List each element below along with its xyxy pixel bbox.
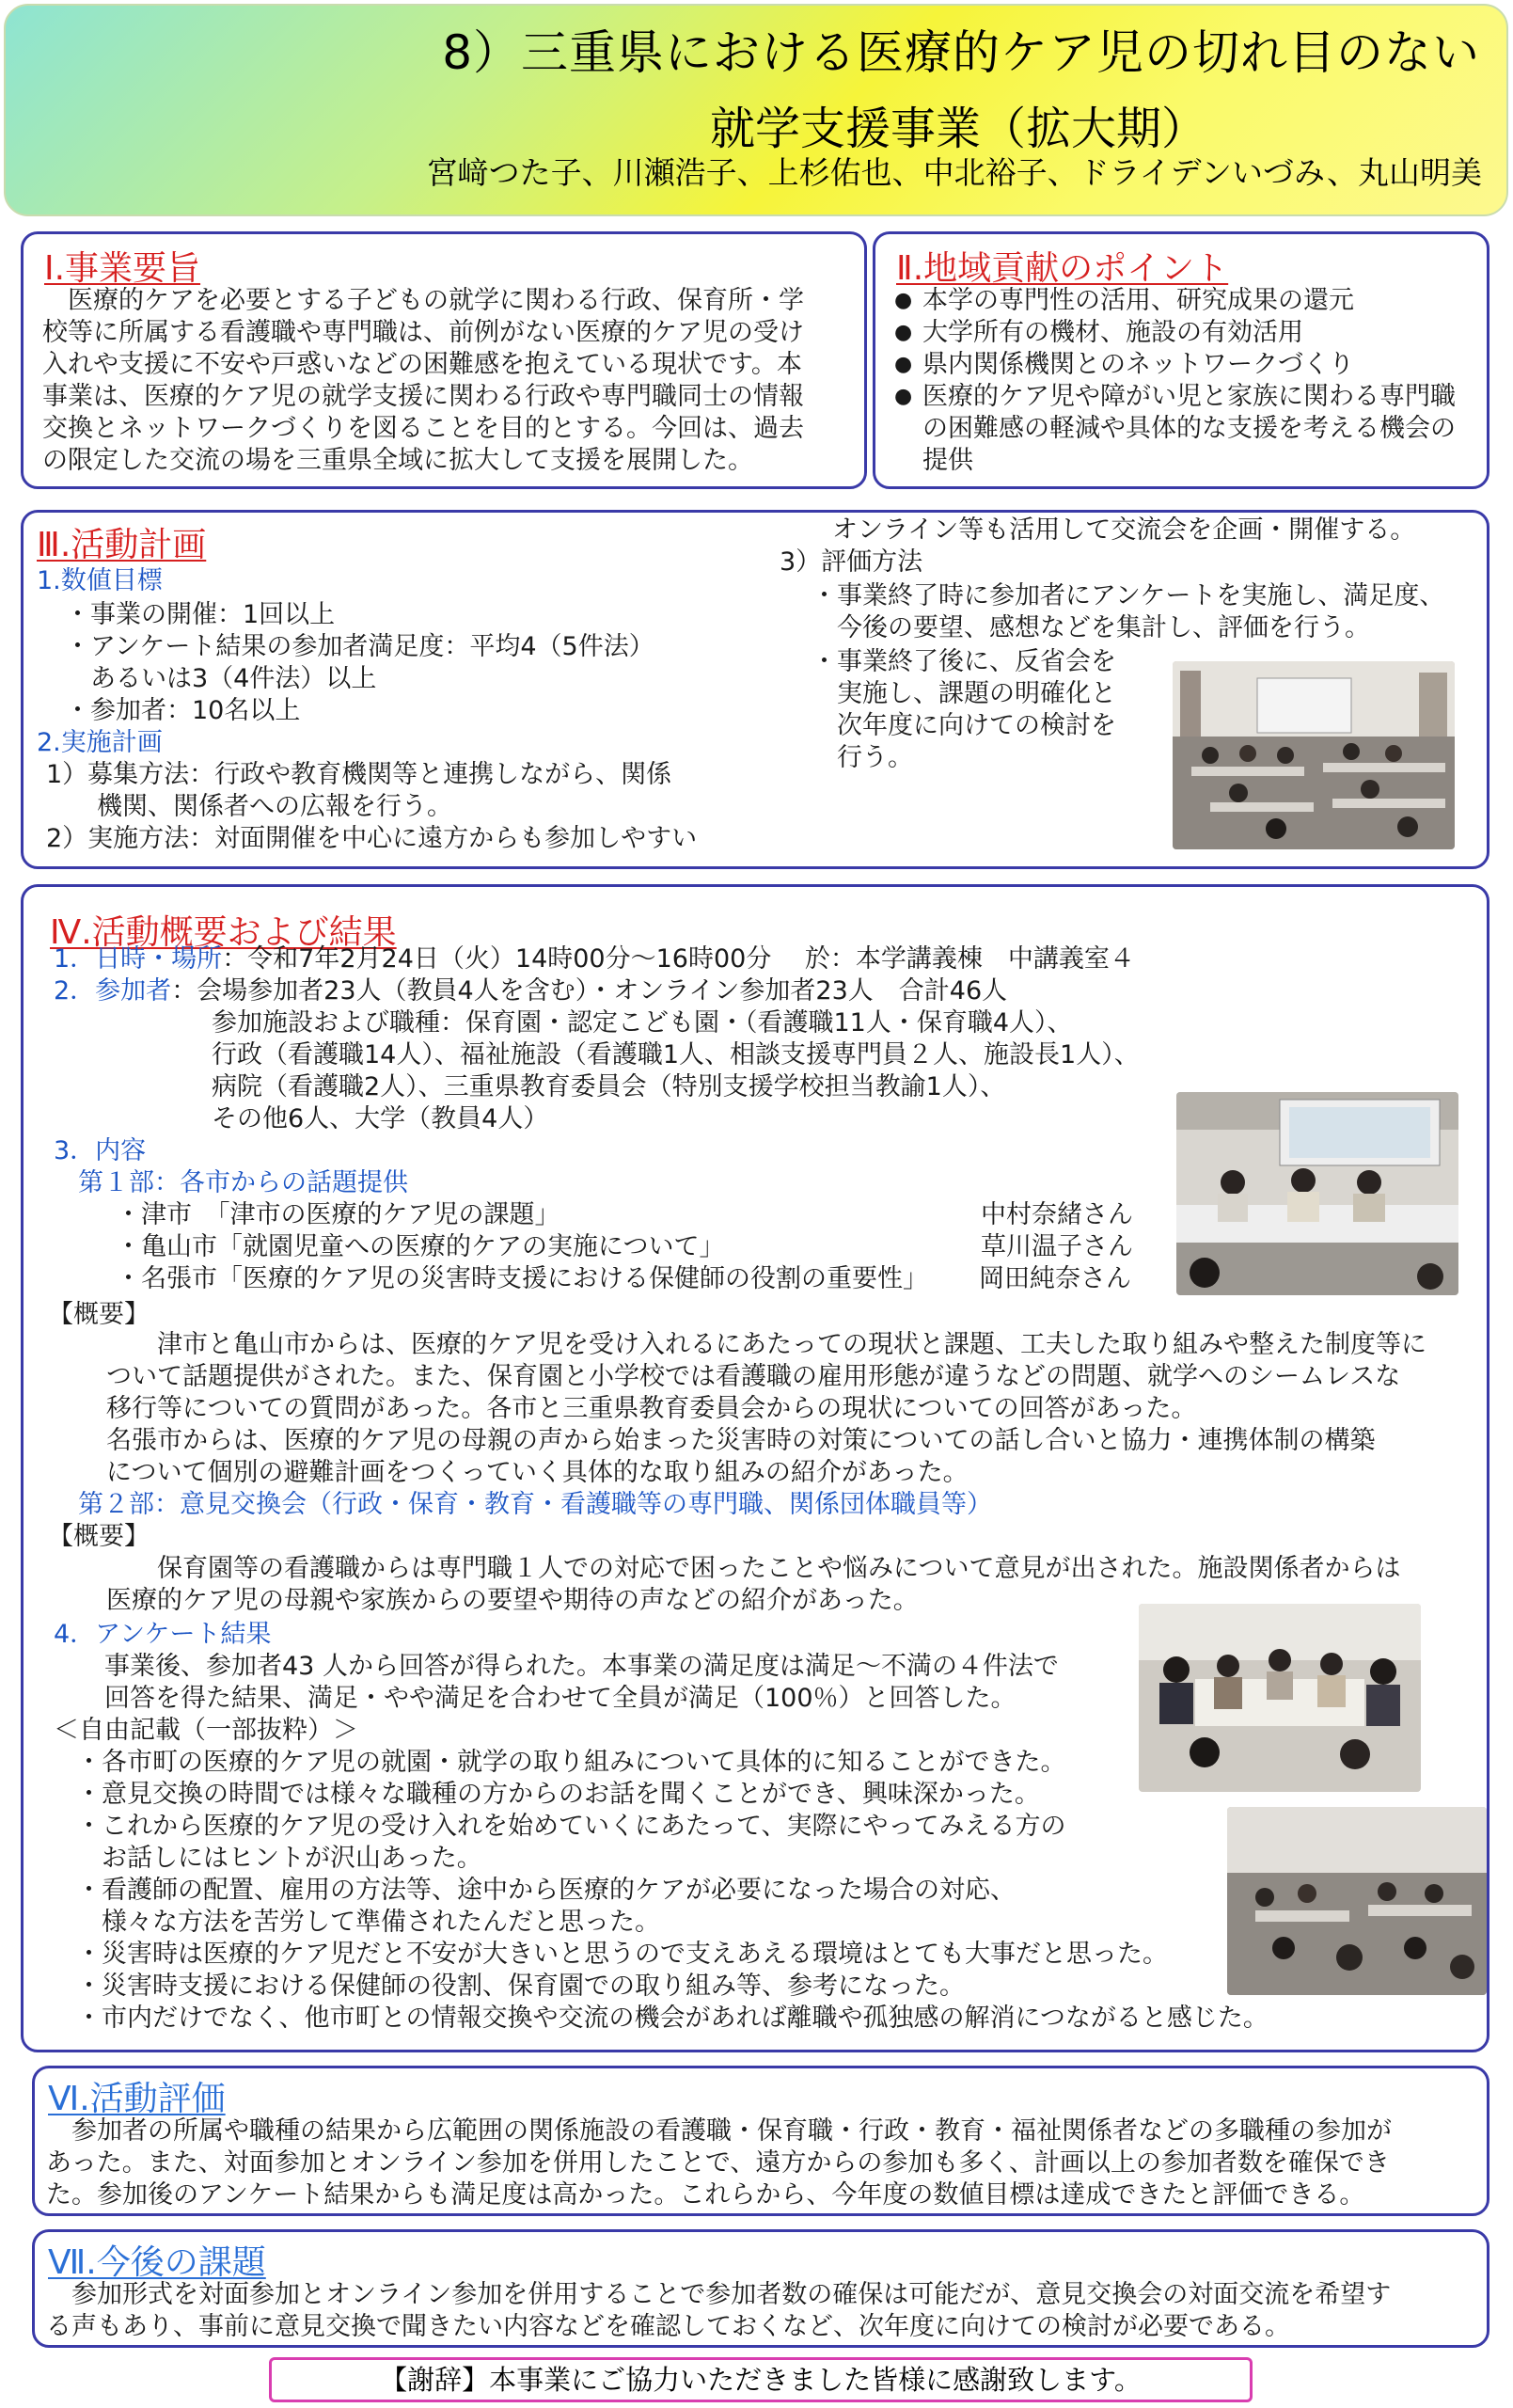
talk-speaker: 中村奈緒さん bbox=[981, 1200, 1133, 1229]
summary-line: 交換とネットワークづくりを図ることを目的とする。今回は、過去 bbox=[42, 414, 804, 443]
survey-line: 回答を得た結果、満足・やや満足を合わせて全員が満足（100％）と回答した。 bbox=[104, 1684, 1017, 1713]
goal-line: ・参加者：10名以上 bbox=[65, 696, 301, 725]
list-item: ・各市町の医療的ケア児の就園・就学の取り組みについて具体的に知ることができた。 bbox=[76, 1748, 1066, 1777]
list-item: ・災害時は医療的ケア児だと不安が大きいと思うので支えあえる環境はとても大事だと思った。 bbox=[76, 1940, 1168, 1969]
summary-line: 事業は、医療的ケア児の就学支援に関わる行政や専門職同士の情報 bbox=[42, 382, 804, 411]
section-plan bbox=[21, 510, 1489, 869]
free-comments-heading: ＜自由記載（一部抜粋）＞ bbox=[54, 1716, 358, 1745]
talk-item bbox=[116, 1263, 1150, 1295]
section-contribution-title: Ⅱ.地域貢献のポイント bbox=[896, 249, 1229, 288]
section-future-issues bbox=[32, 2229, 1489, 2348]
participants-label: 2．参加者 bbox=[54, 976, 172, 1006]
list-item: ・看護師の配置、雇用の方法等、途中から医療的ケアが必要になった場合の対応、 bbox=[76, 1876, 1016, 1905]
meeting-photo-2 bbox=[1176, 1092, 1458, 1295]
summary-line: 医療的ケアを必要とする子どもの就学に関わる行政、保育所・学 bbox=[42, 286, 804, 315]
section-evaluation bbox=[32, 2066, 1489, 2216]
section-summary-title: Ⅰ.事業要旨 bbox=[44, 249, 201, 288]
summary-line: 入れや支援に不安や戸惑いなどの困難感を抱えている現状です。本 bbox=[42, 350, 802, 379]
list-item: 様々な方法を苦労して準備されたんだと思った。 bbox=[76, 1908, 660, 1937]
future-issues-line: る声もあり、事前に意見交換で聞きたい内容などを確認しておくなど、次年度に向けての検討が必要である。 bbox=[46, 2312, 1290, 2341]
plan-heading: 2.実施計画 bbox=[37, 728, 163, 757]
meeting-photo-4 bbox=[1227, 1807, 1487, 1995]
talk-title: ・亀山市「就園児童への医療的ケアの実施について」 bbox=[116, 1232, 725, 1261]
numeric-goals bbox=[65, 599, 761, 727]
participants-line: その他6人、大学（教員4人） bbox=[212, 1104, 549, 1133]
list-item: ・意見交換の時間では様々な職種の方からのお話を聞くことができ、興味深かった。 bbox=[76, 1780, 1040, 1809]
goal-line: ・事業の開催：1回以上 bbox=[65, 600, 336, 629]
evaluation-body bbox=[46, 2115, 1485, 2211]
section-results bbox=[21, 884, 1489, 2052]
summary-line: について個別の避難計画をつくっていく具体的な取り組みの紹介があった。 bbox=[106, 1458, 969, 1487]
date-label: 1．日時・場所 bbox=[54, 944, 223, 974]
plan-line: 1）募集方法：行政や教育機関等と連携しながら、関係 bbox=[46, 760, 672, 789]
survey-heading: 4．アンケート結果 bbox=[54, 1620, 272, 1649]
date-row bbox=[54, 943, 1464, 975]
summary-line: 校等に所属する看護職や専門職は、前例がない医療的ケア児の受け bbox=[42, 318, 804, 347]
list-item: ● 医療的ケア児や障がい児と家族に関わる専門職の困難感の軽減や具体的な支援を考える機会の提供 bbox=[894, 381, 1477, 477]
evaluation-line: 行う。 bbox=[812, 743, 913, 772]
plan-line: 機関、関係者への広報を行う。 bbox=[46, 792, 452, 821]
summary-line: ついて話題提供がされた。また、保育園と小学校では看護職の雇用形態が違うなどの問題、就学へのシームレスな bbox=[106, 1362, 1401, 1391]
list-item: ● 県内関係機関とのネットワークづくり bbox=[894, 349, 1477, 381]
section-summary bbox=[21, 231, 867, 489]
part1-heading: 第１部：各市からの話題提供 bbox=[78, 1168, 408, 1197]
goal-line: あるいは3（4件法）以上 bbox=[65, 664, 377, 693]
summary-line: 津市と亀山市からは、医療的ケア児を受け入れるにあたっての現状と課題、工夫した取り組みや整えた制度等に bbox=[106, 1330, 1426, 1359]
evaluation-1 bbox=[812, 580, 1489, 644]
title-line-2: 就学支援事業（拡大期） bbox=[709, 103, 1206, 155]
summary-line: 移行等についての質問があった。各市と三重県教育委員会からの現状についての回答があった。 bbox=[106, 1394, 1197, 1423]
summary-line: 保育園等の看護職からは専門職１人での対応で困ったことや悩みについて意見が出された。施設関係者からは bbox=[106, 1554, 1401, 1583]
contribution-list bbox=[894, 285, 1477, 477]
acknowledgement: 【謝辞】本事業にご協力いただきました皆様に感謝致します。 bbox=[269, 2357, 1253, 2402]
talk-speaker: 草川温子さん bbox=[981, 1232, 1133, 1261]
plan-continued bbox=[757, 515, 1481, 578]
future-issues-line: 参加形式を対面参加とオンライン参加を併用することで参加者数の確保は可能だが、意見交換会の対面交流を希望す bbox=[46, 2280, 1392, 2309]
numeric-goals-heading: 1.数値目標 bbox=[37, 566, 163, 595]
summary-line: 医療的ケア児の母親や家族からの要望や期待の声などの紹介があった。 bbox=[106, 1586, 919, 1615]
evaluation-line: 実施し、課題の明確化と bbox=[812, 679, 1116, 708]
participants-detail bbox=[212, 1007, 1246, 1135]
plan-body bbox=[46, 759, 780, 855]
title-line-1: 8）三重県における医療的ケア児の切れ目のない bbox=[442, 25, 1480, 80]
goal-line: ・アンケート結果の参加者満足度：平均4（5件法） bbox=[65, 632, 654, 661]
section-contribution bbox=[873, 231, 1489, 489]
title-banner bbox=[4, 4, 1508, 216]
plan-line: 2）実施方法：対面開催を中心に遠方からも参加しやすい bbox=[46, 824, 698, 853]
evaluation-2 bbox=[812, 646, 1131, 774]
meeting-photo-1 bbox=[1173, 661, 1455, 849]
list-item: ・災害時支援における保健師の役割、保育園での取り組み等、参考になった。 bbox=[76, 1972, 965, 2001]
evaluation-line: ・事業終了後に、反省会を bbox=[812, 647, 1116, 676]
talk-title: ・名張市「医療的ケア児の災害時支援における保健師の役割の重要性」 bbox=[116, 1264, 928, 1293]
summary-1 bbox=[106, 1329, 1489, 1489]
talk-speaker: 岡田純奈さん bbox=[979, 1264, 1131, 1293]
participants-line: 参加施設および職種：保育園・認定こども園・（看護職11人・保育職4人）、 bbox=[212, 1008, 1073, 1038]
talk-list bbox=[116, 1199, 1150, 1295]
summary-line: 名張市からは、医療的ケア児の母親の声から始まった災害時の対策についての話し合いと協力・連携体制の構築 bbox=[106, 1426, 1376, 1455]
participants-line: 病院（看護職2人）、三重県教育委員会（特別支援学校担当教諭1人）、 bbox=[212, 1072, 1006, 1101]
evaluation-line: 次年度に向けての検討を bbox=[812, 711, 1116, 740]
list-item: ・これから医療的ケア児の受け入れを始めていくにあたって、実際にやってみえる方の bbox=[76, 1812, 1066, 1841]
part2-heading: 第２部：意見交換会（行政・保育・教育・看護職等の専門職、関係団体職員等） bbox=[78, 1490, 992, 1519]
talk-item bbox=[116, 1231, 1150, 1263]
survey-body bbox=[104, 1651, 1139, 1715]
talk-item bbox=[116, 1199, 1150, 1231]
summary-label-1: 【概要】 bbox=[48, 1300, 150, 1329]
list-item: ・市内だけでなく、他市町との情報交換や交流の機会があれば離職や孤独感の解消につながると感じた。 bbox=[76, 2004, 1269, 2033]
meeting-photo-3 bbox=[1139, 1604, 1421, 1792]
date-value: ：令和7年2月24日（火）14時00分～16時00分 於：本学講義棟 中講義室４ bbox=[222, 944, 1135, 974]
talk-title: ・津市 「津市の医療的ケア児の課題」 bbox=[116, 1200, 560, 1229]
section-plan-title: Ⅲ.活動計画 bbox=[37, 526, 207, 564]
list-item: ● 大学所有の機材、施設の有効活用 bbox=[894, 317, 1477, 349]
survey-line: 事業後、参加者43 人から回答が得られた。本事業の満足度は満足～不満の４件法で bbox=[104, 1652, 1059, 1681]
future-issues-body bbox=[46, 2279, 1485, 2343]
list-item: ● 本学の専門性の活用、研究成果の還元 bbox=[894, 285, 1477, 317]
list-item: お話しにはヒントが沢山あった。 bbox=[76, 1844, 482, 1873]
evaluation-line: 今後の要望、感想などを集計し、評価を行う。 bbox=[812, 613, 1370, 642]
summary-line: の限定した交流の場を三重県全域に拡大して支援を展開した。 bbox=[42, 446, 753, 475]
evaluation-heading: 3）評価方法 bbox=[780, 547, 923, 577]
evaluation-line: あった。また、対面参加とオンライン参加を併用したことで、遠方からの参加も多く、計画以上の参加者数を確保でき bbox=[46, 2148, 1390, 2178]
participants-row bbox=[54, 975, 1464, 1007]
content-heading: 3．内容 bbox=[54, 1136, 147, 1165]
participants-line: ：会場参加者23人（教員4人を含む）・オンライン参加者23人 合計46人 bbox=[171, 976, 1008, 1006]
section-results-title: Ⅳ.活動概要および結果 bbox=[50, 913, 397, 952]
participants-line: 行政（看護職14人）、福祉施設（看護職1人、相談支援専門員２人、施設長1人）、 bbox=[212, 1040, 1140, 1069]
authors: 宮﨑つた子、川瀬浩子、上杉佑也、中北裕子、ドライデンいづみ、丸山明美 bbox=[426, 154, 1482, 191]
section-summary-body bbox=[42, 285, 860, 477]
plan-line: オンライン等も活用して交流会を企画・開催する。 bbox=[832, 515, 1416, 545]
evaluation-line: た。参加後のアンケート結果からも満足度は高かった。これらから、今年度の数値目標は達成できたと評価できる。 bbox=[46, 2180, 1365, 2210]
section-future-issues-title: Ⅶ.今後の課題 bbox=[48, 2243, 266, 2282]
section-evaluation-title: Ⅵ.活動評価 bbox=[48, 2080, 226, 2118]
summary-label-2: 【概要】 bbox=[48, 1522, 150, 1551]
evaluation-line: ・事業終了時に参加者にアンケートを実施し、満足度、 bbox=[812, 581, 1445, 610]
evaluation-line: 参加者の所属や職種の結果から広範囲の関係施設の看護職・保育職・行政・教育・福祉関係者などの多職種の参加が bbox=[46, 2116, 1392, 2146]
